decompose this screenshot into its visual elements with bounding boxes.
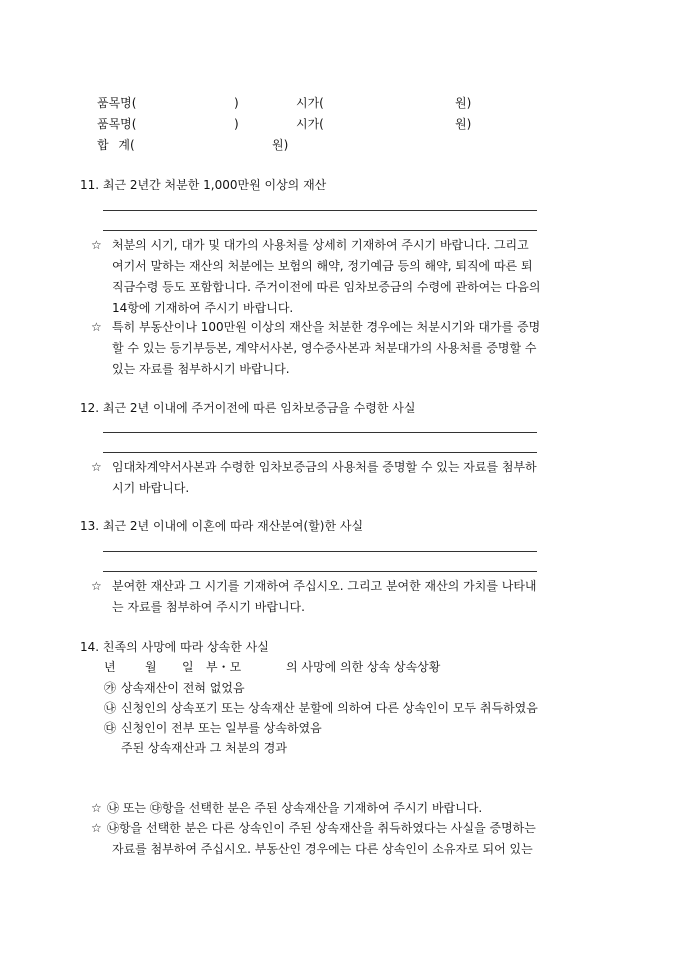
section-13-heading: 13. 최근 2년 이내에 이혼에 따라 재산분여(할)한 사실: [80, 519, 364, 533]
death-inheritance-label: 의 사망에 의한 상속 상속상황: [286, 660, 441, 674]
answer-line: [103, 230, 537, 231]
answer-line: [103, 210, 537, 211]
option-text-ga: 상속재산이 전혀 없었음: [121, 681, 245, 695]
section-11-note1-line3: 직금수령 등도 포함합니다. 주거이전에 따른 임차보증금의 수령에 관하여는 다음의: [112, 280, 541, 294]
item-name-close-1: ): [234, 96, 239, 110]
answer-line: [103, 432, 537, 433]
option-text-da: 신청인이 전부 또는 일부를 상속하였음: [121, 721, 322, 735]
date-year: 년: [104, 660, 116, 674]
section-13-note-line2: 는 자료를 첨부하여 주시기 바랍니다.: [112, 600, 305, 614]
final-note1: ㉯ 또는 ㉰항을 선택한 분은 주된 상속재산을 기재하여 주시기 바랍니다.: [107, 801, 483, 815]
section-11-note2-line1: 특히 부동산이나 100만원 이상의 재산을 처분한 경우에는 처분시기와 대가를 증명: [112, 320, 541, 334]
section-11-note1-line4: 14항에 기재하여 주시기 바랍니다.: [112, 301, 294, 315]
item-name-close-2: ): [234, 117, 239, 131]
item-name-label-2: 품목명(: [97, 117, 137, 131]
answer-line: [103, 571, 537, 572]
answer-line: [103, 452, 537, 453]
option-mark-ga: ㉮: [104, 681, 117, 695]
option-mark-da: ㉰: [104, 721, 117, 735]
section-11-note2-line2: 할 수 있는 등기부등본, 계약서사본, 영수증사본과 처분대가의 사용처를 증명할 수: [112, 341, 537, 355]
parent-label: 부・모: [206, 660, 242, 674]
section-13-note-line1: 분여한 재산과 그 시기를 기재하여 주십시오. 그리고 분여한 재산의 가치를 나타내: [112, 579, 537, 593]
date-month: 월: [145, 660, 157, 674]
section-11-note1-line2: 여기서 말하는 재산의 처분에는 보험의 해약, 정기예금 등의 해약, 퇴직에 따른 퇴: [112, 259, 533, 273]
section-11-note2-line3: 있는 자료를 첨부하시기 바랍니다.: [112, 362, 290, 376]
section-11-note1-line1: 처분의 시기, 대가 및 대가의 사용처를 상세히 기재하여 주시기 바랍니다. 그리고: [112, 238, 529, 252]
item-name-label-1: 품목명(: [97, 96, 137, 110]
item-price-unit-1: 원): [455, 96, 472, 110]
main-estate-label: 주된 상속재산과 그 처분의 경과: [121, 741, 287, 755]
star-outline-icon: ☆: [91, 579, 102, 593]
total-unit: 원): [272, 138, 289, 152]
section-11-heading: 11. 최근 2년간 처분한 1,000만원 이상의 재산: [80, 178, 327, 192]
item-price-label-2: 시가(: [296, 117, 324, 131]
total-label: 합 계(: [97, 138, 135, 152]
option-mark-na: ㉯: [104, 701, 117, 715]
section-12-note-line2: 시기 바랍니다.: [112, 481, 190, 495]
star-outline-icon: ☆: [91, 821, 102, 835]
section-12-note-line1: 임대차계약서사본과 수령한 임차보증금의 사용처를 증명할 수 있는 자료를 첨부하: [112, 460, 537, 474]
final-note2-line1: ㉯항을 선택한 분은 다른 상속인이 주된 상속재산을 취득하였다는 사실을 증명하는: [107, 821, 536, 835]
section-12-heading: 12. 최근 2년 이내에 주거이전에 따른 임차보증금을 수령한 사실: [80, 401, 416, 415]
option-text-na: 신청인의 상속포기 또는 상속재산 분할에 의하여 다른 상속인이 모두 취득하였음: [121, 701, 538, 715]
item-price-unit-2: 원): [455, 117, 472, 131]
date-day: 일: [182, 660, 194, 674]
star-outline-icon: ☆: [91, 801, 102, 815]
section-14-heading: 14. 친족의 사망에 따라 상속한 사실: [80, 640, 269, 654]
star-outline-icon: ☆: [91, 238, 102, 252]
final-note2-line2: 자료를 첨부하여 주십시오. 부동산인 경우에는 다른 상속인이 소유자로 되어 있는: [112, 842, 533, 856]
answer-line: [103, 551, 537, 552]
item-price-label-1: 시가(: [296, 96, 324, 110]
star-outline-icon: ☆: [91, 320, 102, 334]
star-outline-icon: ☆: [91, 460, 102, 474]
